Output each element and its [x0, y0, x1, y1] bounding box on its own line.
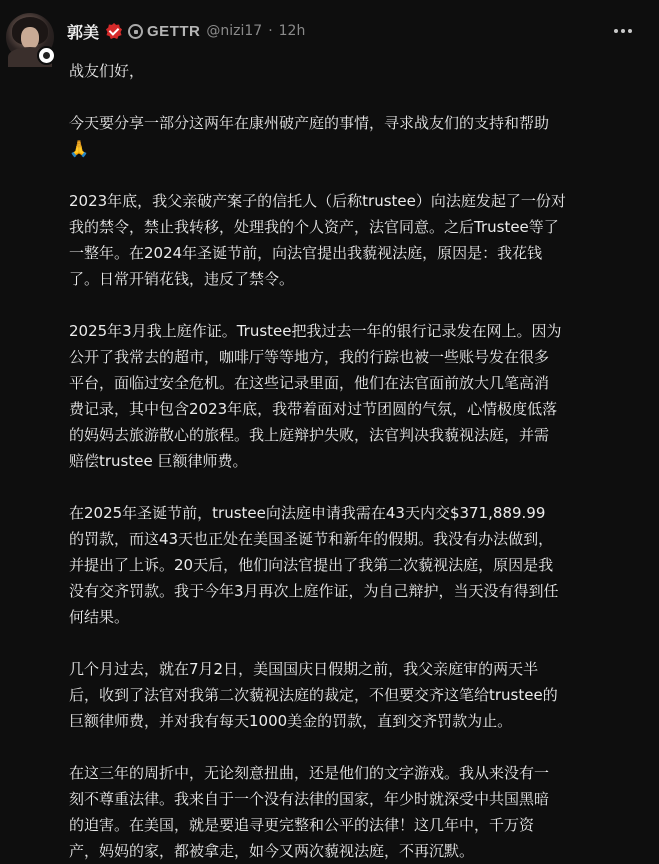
post-text-line: 一整年。在2024年圣诞节前，向法官提出我藐视法庭，原因是：我花钱	[69, 244, 543, 262]
post-paragraph	[69, 760, 629, 864]
author-display-name[interactable]: 郭美	[67, 22, 100, 42]
post-text-line: 我的禁令，禁止我转移，处理我的个人资产，法官同意。之后Trustee等了	[69, 218, 559, 236]
post-text-line: 战友们好，	[69, 62, 145, 80]
meta-separator: ·	[268, 23, 273, 39]
post-text-line: 2023年底，我父亲破产案子的信托人（后称trustee）向法庭发起了一份对	[69, 192, 566, 210]
post-text-line: 2025年3月我上庭作证。Trustee把我过去一年的银行记录发在网上。因为	[69, 322, 562, 340]
post-text-line: 赔偿trustee 巨额律师费。	[69, 452, 248, 470]
post-text-line: 了。日常开销花钱，违反了禁令。	[69, 270, 295, 288]
post-paragraph	[69, 656, 629, 734]
post-text-line: 在这三年的周折中，无论刻意扭曲，还是他们的文字游戏。我从来没有一	[69, 764, 550, 782]
post-text-line: 在2025年圣诞节前，trustee向法庭申请我需在43天内交$371,889.99	[69, 504, 546, 522]
post-paragraph	[69, 58, 629, 84]
post-text-line: 的迫害。在美国，就是要追寻更完整和公平的法律！这几年中，千万资	[69, 816, 535, 834]
gettr-logo	[128, 23, 200, 40]
post-text-line: 巨额律师费，并对我有每天1000美金的罚款，直到交齐罚款为止。	[69, 712, 513, 730]
verified-badge-icon	[106, 23, 122, 39]
post-timestamp[interactable]: 12h	[278, 23, 306, 39]
folded-hands-icon: 🙏	[69, 139, 89, 158]
post-paragraph	[69, 500, 629, 630]
post-text-line: 平台，面临过安全危机。在这些记录里面，他们在法官面前放大几笔高消	[69, 374, 550, 392]
post-text-line: 几个月过去，就在7月2日，美国国庆日假期之前，我父亲庭审的两天半	[69, 660, 539, 678]
gettr-platform-name: GETTR	[147, 22, 201, 40]
post-text-line: 公开了我常去的超市，咖啡厅等等地方，我的行踪也被一些账号发在很多	[69, 348, 550, 366]
more-options-icon[interactable]	[608, 20, 638, 42]
post-paragraph	[69, 110, 629, 162]
post-text-line: 的妈妈去旅游散心的旅程。我上庭辩护失败，法官判决我藐视法庭，并需	[69, 426, 550, 444]
post-text-line: 的罚款，而这43天也正处在美国圣诞节和新年的假期。我没有办法做到，	[69, 530, 554, 548]
gettr-logo-icon	[128, 24, 143, 39]
author-name-row	[67, 20, 305, 42]
more-dot	[621, 29, 625, 33]
post-paragraph	[69, 188, 629, 292]
post-text-line: 刻不尊重法律。我来自于一个没有法律的国家，年少时就深受中共国黑暗	[69, 790, 550, 808]
post-text-line: 何结果。	[69, 608, 130, 626]
author-handle[interactable]: @nizi17	[206, 23, 263, 39]
avatar-badge-icon	[37, 46, 56, 65]
post-text-line: 并提出了上诉。20天后，他们向法官提出了我第二次藐视法庭，原因是我	[69, 556, 554, 574]
more-dot	[614, 29, 618, 33]
post-text-line: 后，收到了法官对我第二次藐视法庭的裁定，不但要交齐这笔给trustee的	[69, 686, 558, 704]
post-text-line: 产，妈妈的家，都被拿走，如今又两次藐视法庭，不再沉默。	[69, 842, 475, 860]
avatar-face	[21, 27, 39, 49]
post-text-line: 今天要分享一部分这两年在康州破产庭的事情，寻求战友们的支持和帮助	[69, 114, 550, 132]
post-body	[69, 58, 629, 864]
more-dot	[628, 29, 632, 33]
post-text-line: 费记录，其中包含2023年底，我带着面对过节团圆的气氛，心情极度低落	[69, 400, 558, 418]
post-paragraph	[69, 318, 629, 474]
post-text-line: 没有交齐罚款。我于今年3月再次上庭作证，为自己辩护，当天没有得到任	[69, 582, 559, 600]
post-header	[0, 0, 659, 60]
